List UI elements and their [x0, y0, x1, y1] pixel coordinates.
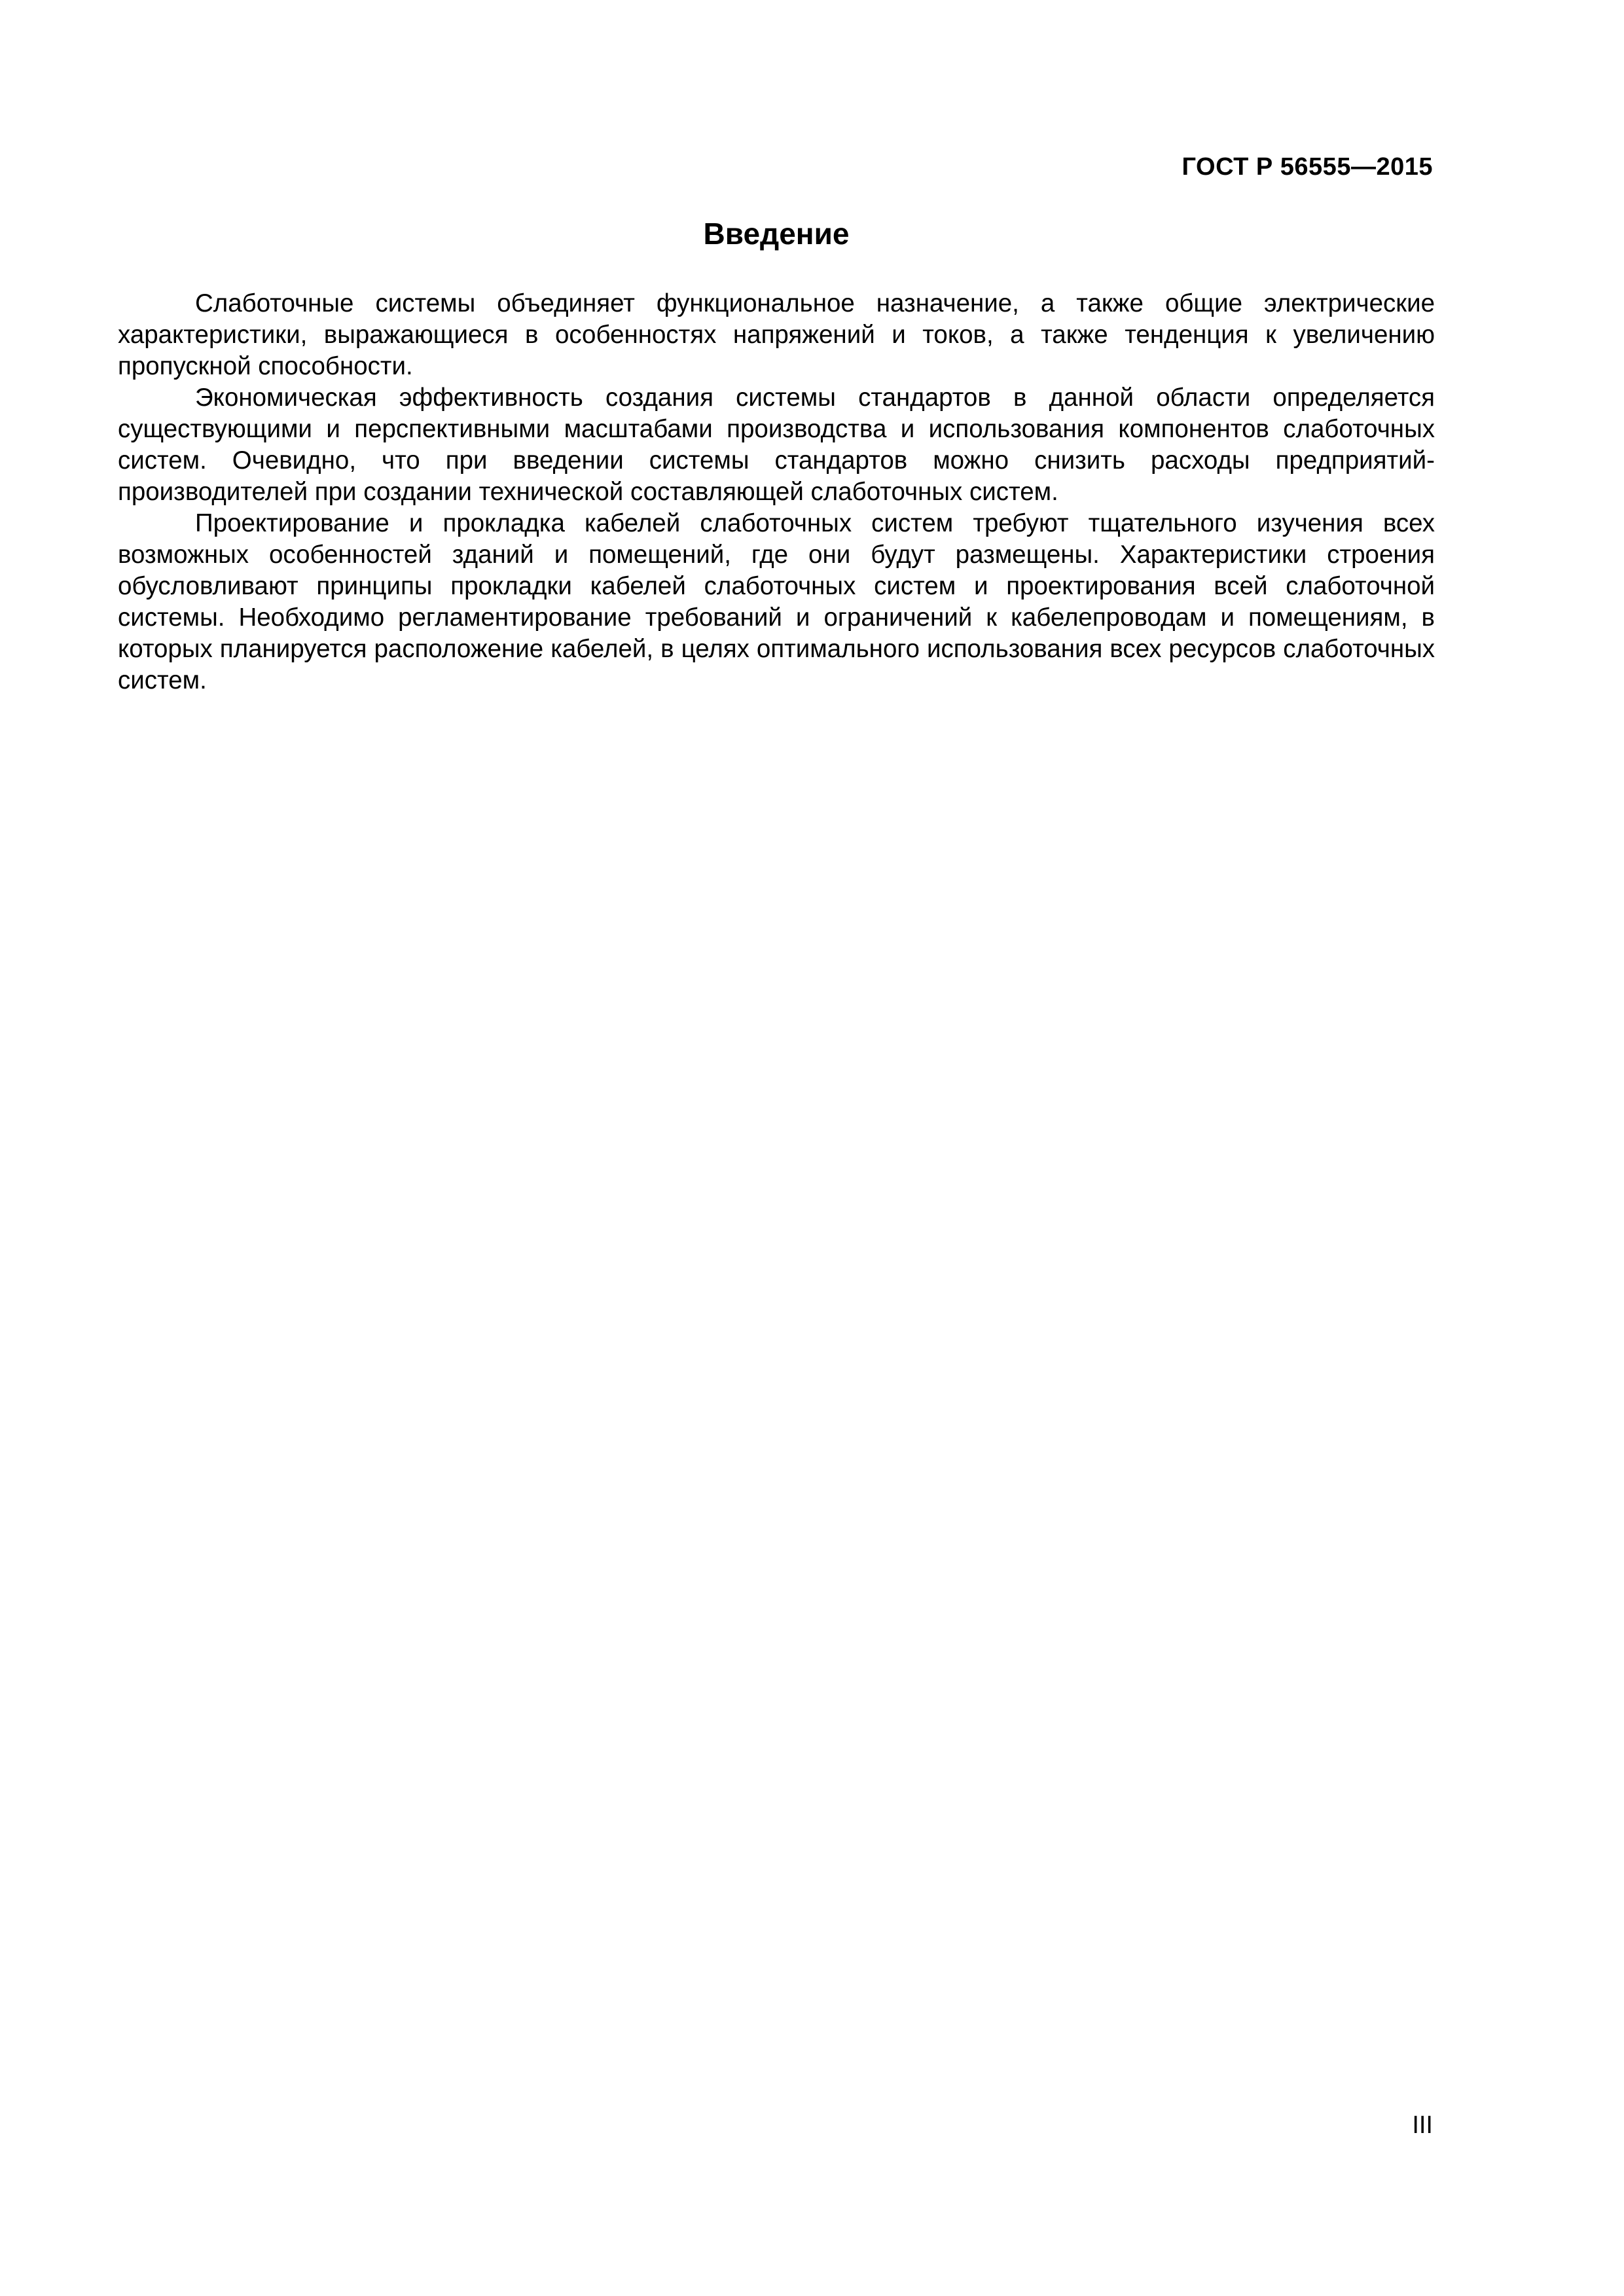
section-body — [118, 288, 1435, 696]
paragraph-2: Экономическая эффективность создания системы стандартов в данной области определяется существующими и перспективными масштабами производства и использования компонентов слаботочных систем. Очевидно, что при введении системы стандартов можно снизить расходы предприятий-производителей при создании технической составляющей слаботочных систем. — [118, 384, 1435, 506]
paragraph-3: Проектирование и прокладка кабелей слаботочных систем требуют тщательного изучения всех возможных особенностей зданий и помещений, где они будут размещены. Характеристики строения обусловливают принципы прокладки кабелей слаботочных систем и проектирования всей слаботочной системы. Необходимо регламентирование требований и ограничений к кабелепроводам и помещениям, в которых планируется расположение кабелей, в целях оптимального использования всех ресурсов слаботочных систем. — [118, 509, 1435, 694]
document-code: ГОСТ Р 56555—2015 — [1182, 153, 1433, 181]
section-title: Введение — [703, 217, 850, 251]
paragraph-1: Слаботочные системы объединяет функциональное назначение, а также общие электрические характеристики, выражающиеся в особенностях напряжений и токов, а также тенденция к увеличению пропускной способности. — [118, 289, 1435, 380]
page-number: III — [1412, 2111, 1433, 2139]
